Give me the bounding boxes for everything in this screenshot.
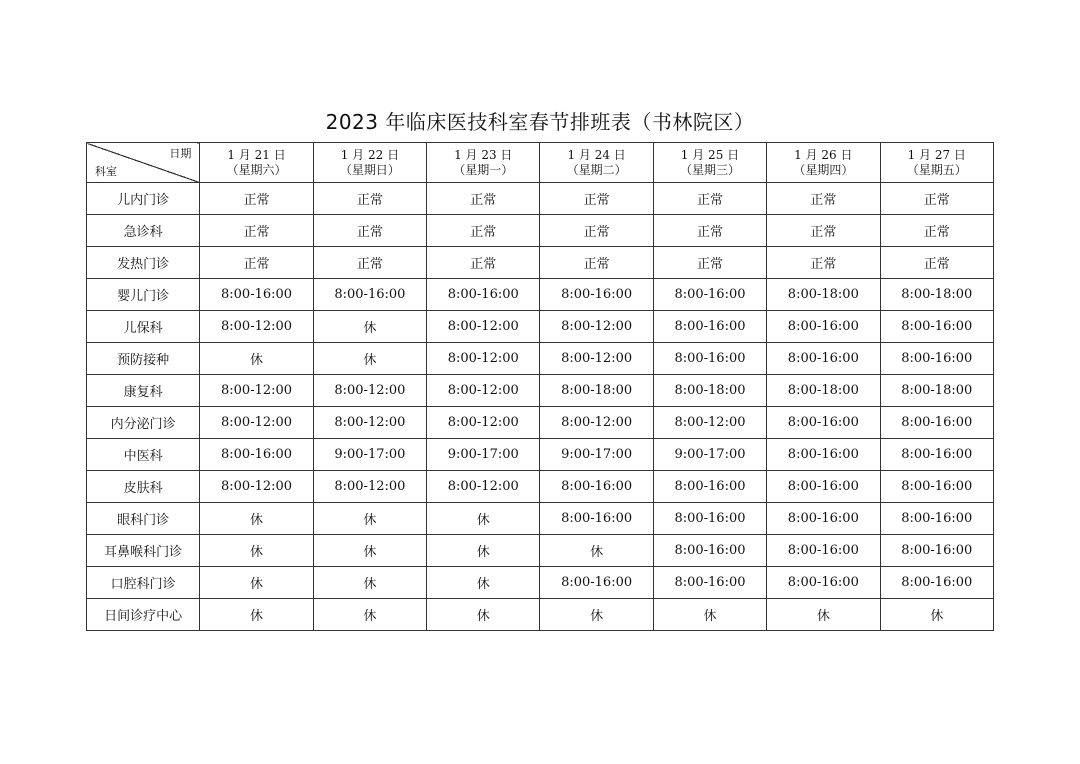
table-body bbox=[87, 183, 994, 631]
schedule-cell: 8:00-16:00 bbox=[653, 343, 766, 375]
schedule-cell: 正常 bbox=[653, 247, 766, 279]
date-label: 1 月 25 日 bbox=[680, 147, 740, 162]
schedule-cell: 休 bbox=[427, 599, 540, 631]
corner-cell bbox=[87, 143, 200, 183]
dept-name-cell: 口腔科门诊 bbox=[87, 567, 200, 599]
schedule-cell: 正常 bbox=[767, 183, 880, 215]
schedule-cell: 休 bbox=[200, 599, 313, 631]
schedule-cell: 正常 bbox=[653, 215, 766, 247]
date-header bbox=[540, 143, 653, 183]
schedule-cell: 正常 bbox=[313, 215, 426, 247]
dept-name-cell: 皮肤科 bbox=[87, 471, 200, 503]
schedule-cell: 休 bbox=[427, 535, 540, 567]
dept-name-cell: 婴儿门诊 bbox=[87, 279, 200, 311]
schedule-cell: 休 bbox=[540, 535, 653, 567]
schedule-cell: 8:00-12:00 bbox=[313, 407, 426, 439]
table-row bbox=[87, 343, 994, 375]
schedule-cell: 休 bbox=[200, 567, 313, 599]
date-header bbox=[313, 143, 426, 183]
table-row bbox=[87, 599, 994, 631]
dept-name-cell: 康复科 bbox=[87, 375, 200, 407]
table-row bbox=[87, 407, 994, 439]
date-label: 1 月 23 日 bbox=[454, 147, 513, 162]
schedule-cell: 8:00-12:00 bbox=[427, 471, 540, 503]
table-row bbox=[87, 567, 994, 599]
table-row bbox=[87, 215, 994, 247]
schedule-cell: 8:00-18:00 bbox=[767, 279, 880, 311]
schedule-cell: 正常 bbox=[313, 247, 426, 279]
dept-name-cell: 日间诊疗中心 bbox=[87, 599, 200, 631]
dept-name-cell: 急诊科 bbox=[87, 215, 200, 247]
weekday-label: （星期四） bbox=[793, 162, 854, 177]
date-header bbox=[880, 143, 993, 183]
schedule-cell: 休 bbox=[880, 599, 993, 631]
schedule-cell: 8:00-16:00 bbox=[880, 535, 993, 567]
schedule-cell: 正常 bbox=[313, 183, 426, 215]
schedule-cell: 8:00-16:00 bbox=[767, 567, 880, 599]
weekday-label: （星期二） bbox=[566, 162, 627, 177]
schedule-cell: 8:00-12:00 bbox=[427, 311, 540, 343]
schedule-cell: 8:00-12:00 bbox=[427, 343, 540, 375]
schedule-cell: 正常 bbox=[200, 215, 313, 247]
schedule-cell: 休 bbox=[427, 567, 540, 599]
weekday-label: （星期一） bbox=[453, 162, 514, 177]
corner-date-label: 日期 bbox=[169, 147, 192, 160]
schedule-cell: 8:00-16:00 bbox=[540, 503, 653, 535]
schedule-cell: 休 bbox=[313, 567, 426, 599]
schedule-cell: 9:00-17:00 bbox=[540, 439, 653, 471]
schedule-cell: 8:00-16:00 bbox=[767, 311, 880, 343]
schedule-cell: 8:00-16:00 bbox=[880, 471, 993, 503]
schedule-cell: 9:00-17:00 bbox=[653, 439, 766, 471]
schedule-cell: 8:00-12:00 bbox=[200, 471, 313, 503]
schedule-cell: 8:00-16:00 bbox=[200, 439, 313, 471]
weekday-label: （星期日） bbox=[339, 162, 400, 177]
page-title: 2023 年临床医技科室春节排班表（书林院区） bbox=[325, 110, 755, 134]
date-header bbox=[200, 143, 313, 183]
dept-name-cell: 眼科门诊 bbox=[87, 503, 200, 535]
schedule-cell: 8:00-16:00 bbox=[767, 503, 880, 535]
schedule-cell: 8:00-16:00 bbox=[767, 439, 880, 471]
table-row bbox=[87, 471, 994, 503]
schedule-cell: 8:00-16:00 bbox=[880, 503, 993, 535]
dept-name-cell: 耳鼻喉科门诊 bbox=[87, 535, 200, 567]
schedule-table bbox=[86, 142, 994, 631]
schedule-cell: 8:00-16:00 bbox=[767, 407, 880, 439]
weekday-label: （星期五） bbox=[906, 162, 967, 177]
date-label: 1 月 22 日 bbox=[340, 147, 400, 162]
table-row bbox=[87, 503, 994, 535]
schedule-cell: 8:00-16:00 bbox=[653, 471, 766, 503]
schedule-cell: 正常 bbox=[880, 247, 993, 279]
schedule-cell: 8:00-18:00 bbox=[767, 375, 880, 407]
schedule-cell: 8:00-12:00 bbox=[200, 407, 313, 439]
schedule-cell: 8:00-16:00 bbox=[880, 567, 993, 599]
schedule-cell: 8:00-18:00 bbox=[880, 279, 993, 311]
schedule-cell: 8:00-16:00 bbox=[767, 471, 880, 503]
dept-name-cell: 预防接种 bbox=[87, 343, 200, 375]
weekday-label: （星期六） bbox=[226, 162, 287, 177]
schedule-cell: 正常 bbox=[200, 183, 313, 215]
dept-name-cell: 中医科 bbox=[87, 439, 200, 471]
dept-name-cell: 内分泌门诊 bbox=[87, 407, 200, 439]
schedule-cell: 正常 bbox=[653, 183, 766, 215]
schedule-cell: 8:00-16:00 bbox=[540, 471, 653, 503]
date-label: 1 月 26 日 bbox=[794, 147, 853, 162]
schedule-cell: 休 bbox=[313, 311, 426, 343]
schedule-cell: 休 bbox=[540, 599, 653, 631]
weekday-label: （星期三） bbox=[679, 162, 740, 177]
schedule-cell: 8:00-12:00 bbox=[540, 407, 653, 439]
schedule-cell: 8:00-16:00 bbox=[427, 279, 540, 311]
schedule-cell: 8:00-12:00 bbox=[313, 375, 426, 407]
corner-dept-label: 科室 bbox=[95, 165, 117, 178]
date-label: 1 月 27 日 bbox=[907, 147, 966, 162]
schedule-cell: 正常 bbox=[880, 183, 993, 215]
schedule-cell: 8:00-18:00 bbox=[540, 375, 653, 407]
date-header bbox=[767, 143, 880, 183]
dept-name-cell: 儿保科 bbox=[87, 311, 200, 343]
schedule-cell: 8:00-16:00 bbox=[313, 279, 426, 311]
schedule-cell: 8:00-16:00 bbox=[880, 311, 993, 343]
schedule-cell: 8:00-16:00 bbox=[880, 343, 993, 375]
table-row bbox=[87, 279, 994, 311]
schedule-cell: 休 bbox=[313, 343, 426, 375]
dept-name-cell: 发热门诊 bbox=[87, 247, 200, 279]
schedule-cell: 8:00-16:00 bbox=[653, 503, 766, 535]
schedule-cell: 休 bbox=[200, 343, 313, 375]
schedule-cell: 8:00-12:00 bbox=[313, 471, 426, 503]
table-row bbox=[87, 439, 994, 471]
schedule-cell: 正常 bbox=[767, 247, 880, 279]
schedule-cell: 8:00-16:00 bbox=[653, 279, 766, 311]
date-label: 1 月 21 日 bbox=[227, 147, 286, 162]
schedule-cell: 8:00-16:00 bbox=[653, 535, 766, 567]
schedule-cell: 休 bbox=[427, 503, 540, 535]
schedule-cell: 休 bbox=[313, 599, 426, 631]
schedule-cell: 正常 bbox=[540, 183, 653, 215]
schedule-cell: 8:00-12:00 bbox=[427, 375, 540, 407]
table-row bbox=[87, 375, 994, 407]
table-row bbox=[87, 535, 994, 567]
schedule-cell: 8:00-12:00 bbox=[200, 311, 313, 343]
schedule-cell: 休 bbox=[313, 503, 426, 535]
date-header bbox=[427, 143, 540, 183]
schedule-cell: 9:00-17:00 bbox=[313, 439, 426, 471]
schedule-cell: 8:00-16:00 bbox=[540, 567, 653, 599]
schedule-cell: 休 bbox=[653, 599, 766, 631]
table-header bbox=[87, 143, 994, 183]
schedule-cell: 8:00-12:00 bbox=[540, 311, 653, 343]
schedule-cell: 正常 bbox=[767, 215, 880, 247]
schedule-cell: 8:00-12:00 bbox=[653, 407, 766, 439]
schedule-cell: 休 bbox=[767, 599, 880, 631]
table-row bbox=[87, 183, 994, 215]
schedule-cell: 8:00-16:00 bbox=[653, 567, 766, 599]
schedule-cell: 9:00-17:00 bbox=[427, 439, 540, 471]
schedule-cell: 8:00-18:00 bbox=[880, 375, 993, 407]
schedule-cell: 8:00-16:00 bbox=[767, 343, 880, 375]
schedule-cell: 正常 bbox=[427, 183, 540, 215]
date-label: 1 月 24 日 bbox=[567, 147, 626, 162]
schedule-cell: 正常 bbox=[200, 247, 313, 279]
schedule-cell: 8:00-12:00 bbox=[540, 343, 653, 375]
schedule-cell: 正常 bbox=[427, 215, 540, 247]
schedule-cell: 8:00-16:00 bbox=[540, 279, 653, 311]
table-row bbox=[87, 311, 994, 343]
header-row bbox=[87, 143, 994, 183]
schedule-cell: 正常 bbox=[540, 247, 653, 279]
schedule-cell: 8:00-16:00 bbox=[767, 535, 880, 567]
schedule-cell: 8:00-12:00 bbox=[427, 407, 540, 439]
dept-name-cell: 儿内门诊 bbox=[87, 183, 200, 215]
schedule-cell: 8:00-16:00 bbox=[880, 407, 993, 439]
schedule-cell: 8:00-16:00 bbox=[200, 279, 313, 311]
schedule-cell: 休 bbox=[313, 535, 426, 567]
schedule-cell: 8:00-18:00 bbox=[653, 375, 766, 407]
schedule-cell: 正常 bbox=[880, 215, 993, 247]
schedule-cell: 休 bbox=[200, 535, 313, 567]
schedule-cell: 正常 bbox=[540, 215, 653, 247]
schedule-cell: 8:00-16:00 bbox=[880, 439, 993, 471]
date-header bbox=[653, 143, 766, 183]
table-row bbox=[87, 247, 994, 279]
schedule-cell: 8:00-12:00 bbox=[200, 375, 313, 407]
schedule-cell: 休 bbox=[200, 503, 313, 535]
schedule-cell: 8:00-16:00 bbox=[653, 311, 766, 343]
schedule-cell: 正常 bbox=[427, 247, 540, 279]
